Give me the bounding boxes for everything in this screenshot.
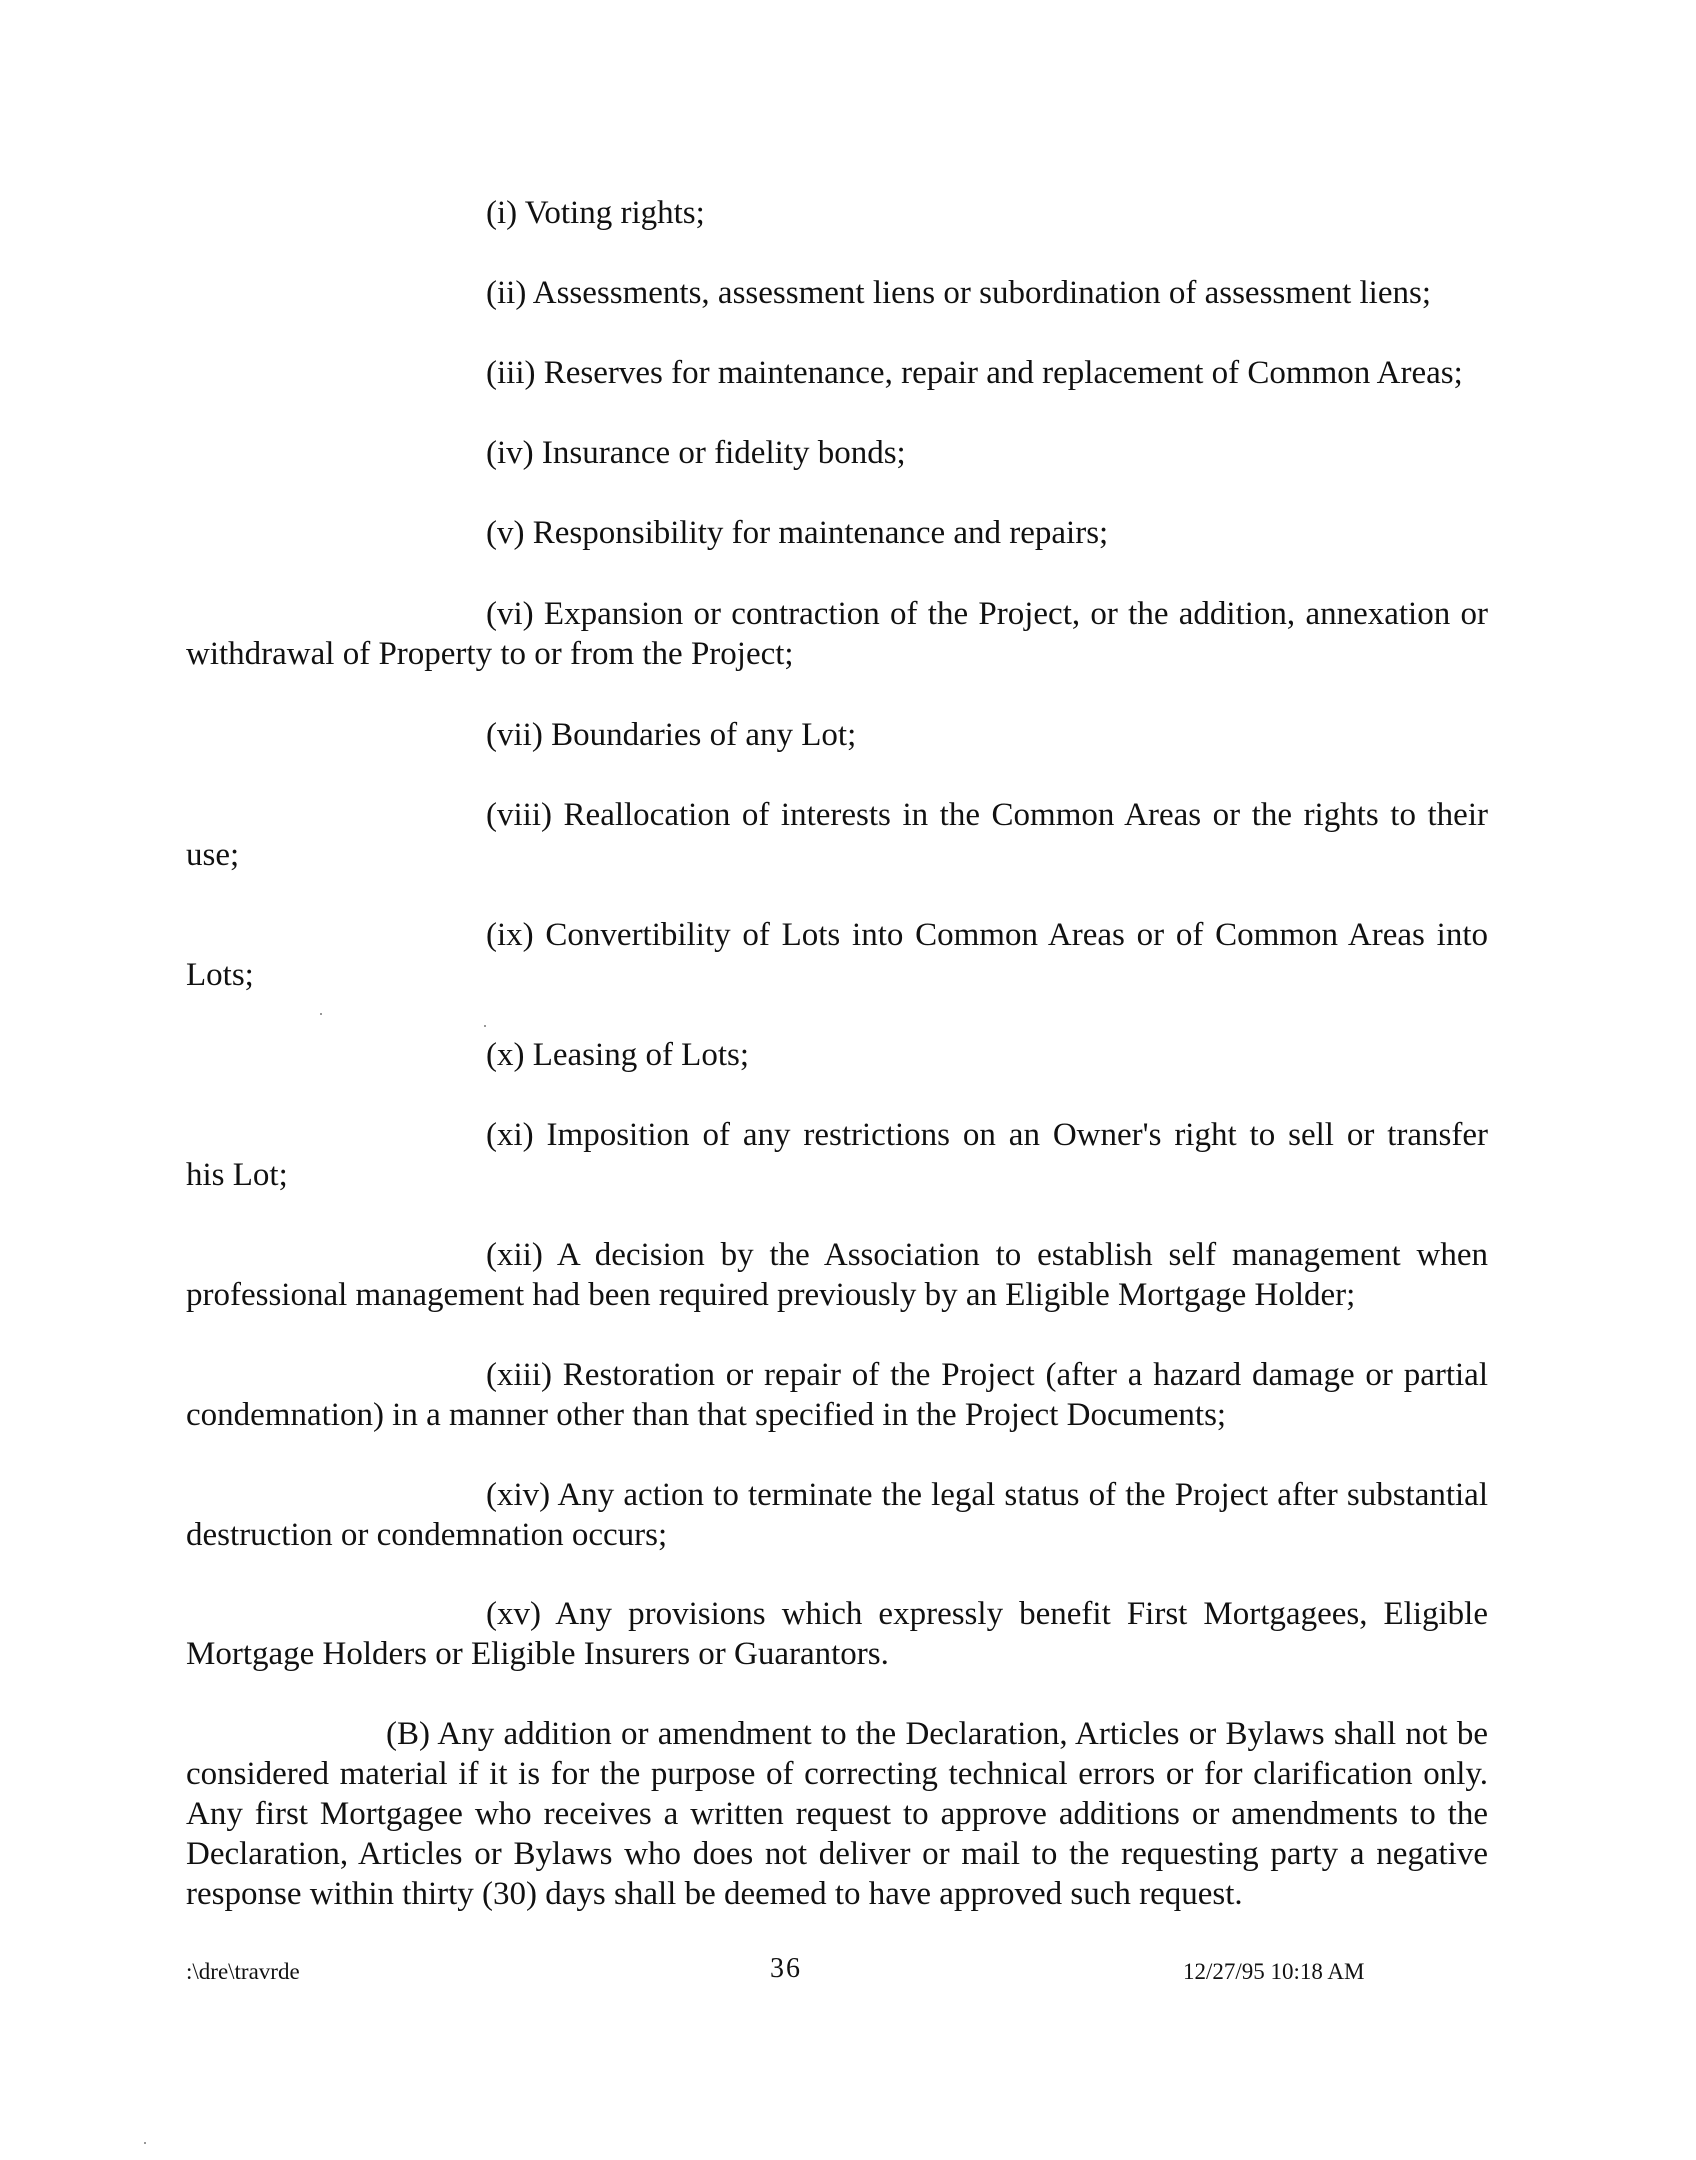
scan-speck (484, 1025, 486, 1027)
list-item-xiv: (xiv) Any action to terminate the legal status of the Project after substantial destruction or condemnation occurs; (186, 1477, 1488, 1553)
list-item-xiii: (xiii) Restoration or repair of the Project (after a hazard damage or partial condemnation) in a manner other than that specified in the Project Documents; (186, 1357, 1488, 1433)
footer-timestamp: 12/27/95 10:18 AM (1183, 1959, 1365, 1984)
list-item-iii: (iii) Reserves for maintenance, repair and replacement of Common Areas; (486, 355, 1463, 391)
list-item-vi: (vi) Expansion or contraction of the Project, or the addition, annexation or withdrawal of Property to or from the Project; (186, 596, 1488, 672)
list-item-i: (i) Voting rights; (486, 195, 705, 231)
list-item-viii-continuation: use; (186, 837, 240, 873)
paragraph-b: (B) Any addition or amendment to the Declaration, Articles or Bylaws shall not be considered material if it is for the purpose of correcting technical errors or for clarification only. Any first Mortgagee who receives a written request to approve additions or amendments to the Declaration, Articles or Bylaws who does not deliver or mail to the requesting party a negative response within thirty (30) days shall be deemed to have approved such request. (186, 1716, 1488, 1912)
page-number: 36 (770, 1953, 802, 1984)
list-item-v: (v) Responsibility for maintenance and repairs; (486, 515, 1109, 551)
scan-speck (320, 1013, 322, 1015)
list-item-ii: (ii) Assessments, assessment liens or subordination of assessment liens; (486, 275, 1431, 311)
list-item-ix: (ix) Convertibility of Lots into Common Areas or of Common Areas into (486, 917, 1488, 953)
list-item-xi-continuation: his Lot; (186, 1157, 288, 1193)
list-item-iv: (iv) Insurance or fidelity bonds; (486, 435, 906, 471)
list-item-xi: (xi) Imposition of any restrictions on an Owner's right to sell or transfer (486, 1117, 1488, 1153)
scan-speck (144, 2142, 146, 2144)
footer-file-path: :\dre\travrde (186, 1959, 300, 1984)
list-item-viii: (viii) Reallocation of interests in the Common Areas or the rights to their (486, 797, 1488, 833)
list-item-x: (x) Leasing of Lots; (486, 1037, 750, 1073)
list-item-xii: (xii) A decision by the Association to establish self management when professional management had been required previously by an Eligible Mortgage Holder; (186, 1237, 1488, 1313)
list-item-xv: (xv) Any provisions which expressly benefit First Mortgagees, Eligible Mortgage Holders or Eligible Insurers or Guarantors. (186, 1596, 1488, 1672)
list-item-ix-continuation: Lots; (186, 957, 254, 993)
list-item-vii: (vii) Boundaries of any Lot; (486, 717, 857, 753)
